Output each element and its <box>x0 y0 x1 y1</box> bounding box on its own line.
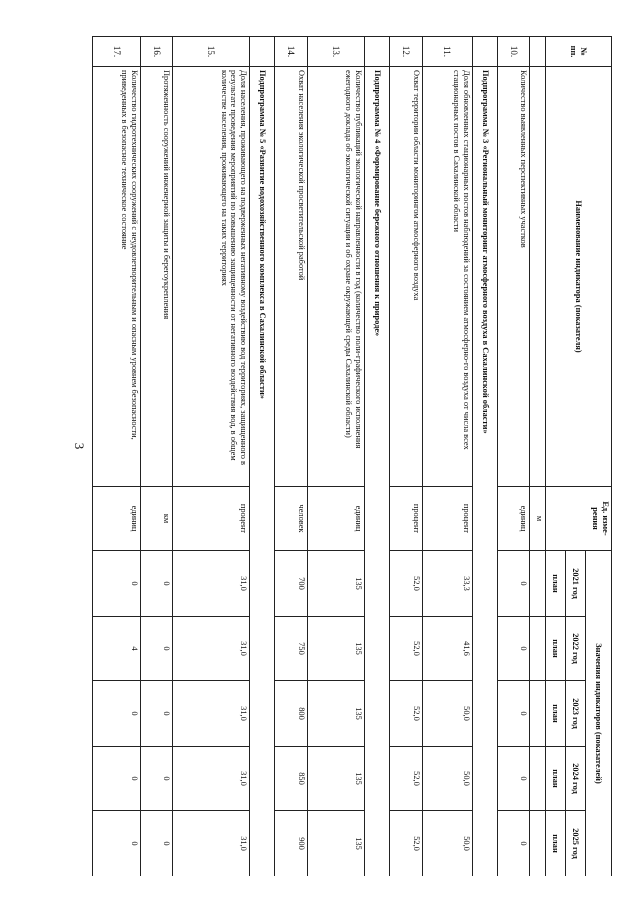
table-row <box>307 37 364 877</box>
value-cell: 850 <box>275 747 307 811</box>
indicator-name: Доля обновленных стационарных постов наблюдений за состоянием атмосферно-го воздуха от числа всех стационарных постов в Сахалинской области <box>422 67 472 487</box>
header-year: 2024 год <box>566 747 586 811</box>
value-cell: 0 <box>93 747 141 811</box>
value-cell: 0 <box>497 617 529 681</box>
rotated-table-wrapper <box>92 36 612 876</box>
value-cell: 135 <box>307 747 364 811</box>
header-name: Наименование индикатора (показателя) <box>546 67 612 487</box>
indicator-name: Доля населения, проживающего на подверженных негативному воздействию вод территориях, защищенного в результате проведения мероприятий по повышению защищенности от негативного воздействия вод, в общем количестве населения, проживающего на таких территориях <box>172 67 249 487</box>
value-cell: 135 <box>307 551 364 617</box>
unit-symbol: м <box>530 487 546 551</box>
row-number: 11. <box>422 37 472 67</box>
header-year: 2025 год <box>566 811 586 877</box>
unit-cell: процент <box>390 487 422 551</box>
table-row <box>172 37 249 877</box>
value-cell: 135 <box>307 617 364 681</box>
indicator-name: Охват территории области мониторингом атмосферного воздуха <box>390 67 422 487</box>
value-cell: 50,0 <box>422 681 472 747</box>
value-cell: 0 <box>93 811 141 877</box>
value-cell: 33,3 <box>422 551 472 617</box>
unit-cell: процент <box>172 487 249 551</box>
value-cell: 0 <box>140 747 172 811</box>
row-number: 17. <box>93 37 141 67</box>
value-cell: 900 <box>275 811 307 877</box>
value-cell: 52,0 <box>390 747 422 811</box>
header-num: № пп. <box>546 37 612 67</box>
value-cell: 31,0 <box>172 811 249 877</box>
table-frame <box>92 36 612 876</box>
value-cell: 135 <box>307 811 364 877</box>
value-cell: 31,0 <box>172 747 249 811</box>
unit-symbol-row <box>530 37 546 877</box>
value-cell: 50,0 <box>422 811 472 877</box>
value-cell: 0 <box>497 811 529 877</box>
value-cell: 750 <box>275 617 307 681</box>
row-number: 14. <box>275 37 307 67</box>
value-cell: 0 <box>140 617 172 681</box>
unit-cell: км <box>140 487 172 551</box>
indicators-table <box>92 36 612 876</box>
subprogram-row <box>472 37 497 877</box>
unit-cell: процент <box>422 487 472 551</box>
value-cell: 50,0 <box>422 747 472 811</box>
header-values-group: Значения индикаторов (показателей) <box>586 551 612 877</box>
indicator-name: Количество выявленных перспективных участков <box>497 67 529 487</box>
subprogram-title: Подпрограмма № 4 «Формирование бережного отношения к природе» <box>365 67 390 877</box>
indicator-name: Охват населения экологической просветительской работой <box>275 67 307 487</box>
value-cell: 0 <box>497 747 529 811</box>
header-year: 2023 год <box>566 681 586 747</box>
subprogram-title: Подпрограмма № 5 «Развитие водохозяйственного комплекса в Сахалинской области» <box>250 67 275 877</box>
table-row <box>390 37 422 877</box>
table-row <box>422 37 472 877</box>
value-cell: 52,0 <box>390 681 422 747</box>
header-year: 2022 год <box>566 617 586 681</box>
value-cell: 135 <box>307 681 364 747</box>
unit-cell: человек <box>275 487 307 551</box>
unit-cell: единиц <box>497 487 529 551</box>
value-cell: 700 <box>275 551 307 617</box>
value-cell: 0 <box>93 681 141 747</box>
header-unit: Ед. изме- рения <box>546 487 612 551</box>
row-number: 13. <box>307 37 364 67</box>
unit-cell: единиц <box>93 487 141 551</box>
plan-label: план <box>546 811 566 877</box>
value-cell: 0 <box>140 551 172 617</box>
value-cell: 52,0 <box>390 617 422 681</box>
subprogram-row <box>250 37 275 877</box>
value-cell: 0 <box>140 811 172 877</box>
subprogram-title: Подпрограмма № 3 «Региональный мониторинг атмосферного воздуха в Сахалинской области» <box>472 67 497 877</box>
row-number: 15. <box>172 37 249 67</box>
plan-label: план <box>546 617 566 681</box>
value-cell: 31,0 <box>172 681 249 747</box>
plan-label: план <box>546 551 566 617</box>
table-row <box>275 37 307 877</box>
value-cell: 0 <box>497 551 529 617</box>
header-year: 2021 год <box>566 551 586 617</box>
value-cell: 52,0 <box>390 551 422 617</box>
row-number: 10. <box>497 37 529 67</box>
indicator-name: Протяженность сооружений инженерной защиты и берегоукрепления <box>140 67 172 487</box>
table-row <box>140 37 172 877</box>
table-header <box>530 37 612 877</box>
value-cell: 31,0 <box>172 551 249 617</box>
value-cell: 0 <box>93 551 141 617</box>
table-row <box>497 37 529 877</box>
value-cell: 0 <box>497 681 529 747</box>
indicator-name: Количество публикаций экологической направленности в год (количество поли-графического исполнения ежегодного доклада об экологической ситуации и об охране окружающей среды Сахалинской области) <box>307 67 364 487</box>
page-number: 3 <box>72 442 87 450</box>
unit-cell: единиц <box>307 487 364 551</box>
row-number: 16. <box>140 37 172 67</box>
subprogram-row <box>365 37 390 877</box>
value-cell: 4 <box>93 617 141 681</box>
value-cell: 52,0 <box>390 811 422 877</box>
table-body <box>93 37 530 877</box>
table-row <box>93 37 141 877</box>
plan-label: план <box>546 747 566 811</box>
value-cell: 800 <box>275 681 307 747</box>
row-number: 12. <box>390 37 422 67</box>
value-cell: 0 <box>140 681 172 747</box>
plan-label: план <box>546 681 566 747</box>
value-cell: 41,6 <box>422 617 472 681</box>
value-cell: 31,0 <box>172 617 249 681</box>
indicator-name: Количество гидротехнических сооружений с неудовлетворительным и опасным уровнем безопасности, приведенных в безопасное техническое состояние <box>93 67 141 487</box>
